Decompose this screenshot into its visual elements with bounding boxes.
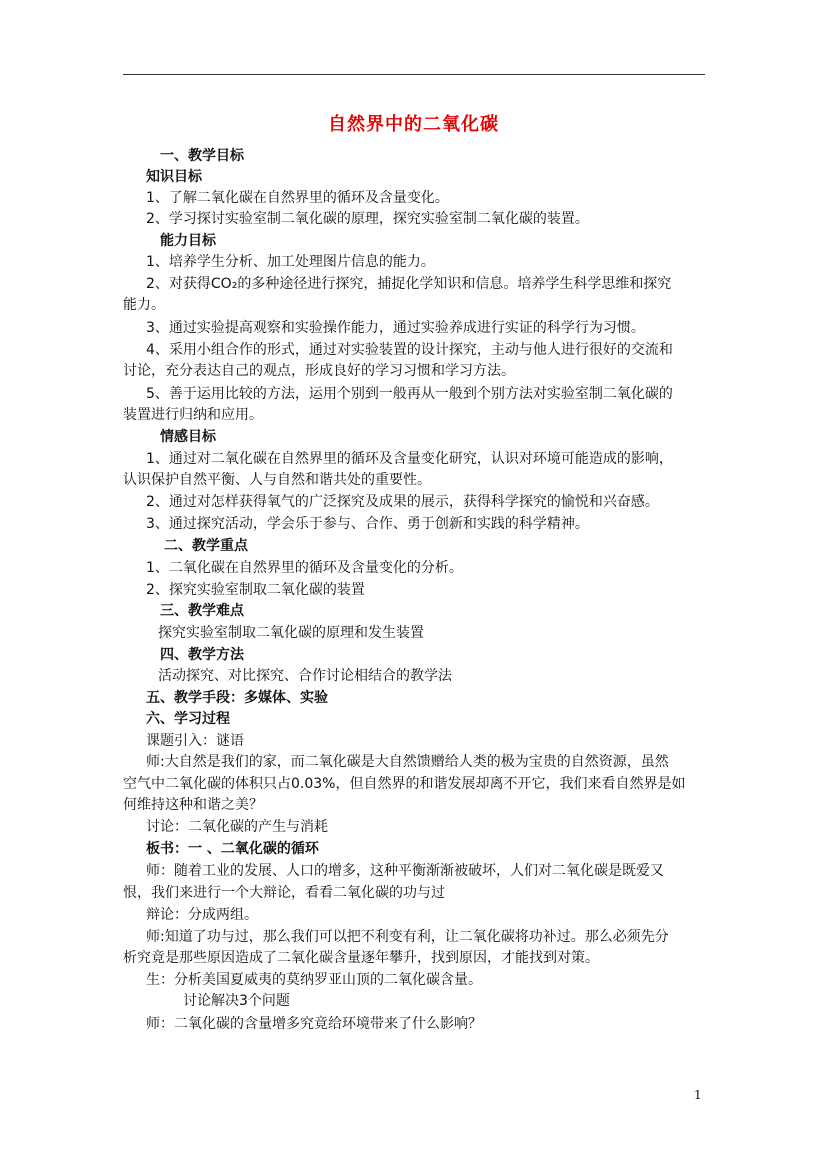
text-line: 3、通过探究活动，学会乐于参与、合作、勇于创新和实践的科学精神。	[146, 516, 589, 532]
text-line: 5、善于运用比较的方法，运用个别到一般再从一般到个别方法对实验室制二氧化碳的	[146, 386, 673, 402]
text-line: 何维持这种和谐之美？	[123, 797, 263, 813]
text-line: 2、学习探讨实验室制二氧化碳的原理，探究实验室制二氧化碳的装置。	[146, 211, 589, 227]
text-line: 师：随着工业的发展、人口的增多，这种平衡渐渐被破坏，人们对二氧化碳是既爱又	[146, 863, 664, 879]
document-title: 自然界中的二氧化碳	[328, 114, 499, 135]
text-line: 认识保护自然平衡、人与自然和谐共处的重要性。	[123, 472, 431, 488]
section-heading: 六、学习过程	[146, 711, 230, 727]
text-line: 课题引入：谜语	[146, 733, 244, 749]
text-line: 装置进行归纳和应用。	[123, 407, 263, 423]
text-line: 2、对获得CO₂的多种途径进行探究，捕捉化学知识和信息。培养学生科学思维和探究	[146, 276, 672, 292]
text-line: 师:大自然是我们的家，而二氧化碳是大自然馈赠给人类的极为宝贵的自然资源，虽然	[146, 754, 669, 770]
text-line: 探究实验室制取二氧化碳的原理和发生装置	[158, 625, 424, 641]
text-line: 1、二氧化碳在自然界里的循环及含量变化的分析。	[146, 560, 463, 576]
text-line: 4、采用小组合作的形式，通过对实验装置的设计探究，主动与他人进行很好的交流和	[146, 342, 673, 358]
text-line: 讨论，充分表达自己的观点，形成良好的学习习惯和学习方法。	[123, 363, 515, 379]
text-line: 恨，我们来进行一个大辩论，看看二氧化碳的功与过	[123, 885, 445, 901]
text-line: 辩论：分成两组。	[146, 907, 258, 923]
text-line: 2、通过对怎样获得氧气的广泛探究及成果的展示，获得科学探究的愉悦和兴奋感。	[146, 494, 659, 510]
section-heading: 二、教学重点	[164, 538, 248, 554]
text-line: 空气中二氧化碳的体积只占0.03%，但自然界的和谐发展却离不开它，我们来看自然界是如	[123, 776, 686, 792]
header-rule	[123, 74, 705, 75]
text-line: 生：分析美国夏威夷的莫纳罗亚山顶的二氧化碳含量。	[146, 972, 482, 988]
text-line: 2、探究实验室制取二氧化碳的装置	[146, 582, 365, 598]
text-line: 析究竟是那些原因造成了二氧化碳含量逐年攀升，找到原因，才能找到对策。	[123, 950, 599, 966]
section-heading: 三、教学难点	[160, 603, 244, 619]
text-line: 1、了解二氧化碳在自然界里的循环及含量变化。	[146, 190, 449, 206]
text-line: 讨论解决3个问题	[183, 993, 290, 1009]
section-heading: 情感目标	[160, 429, 216, 445]
text-line: 1、培养学生分析、加工处理图片信息的能力。	[146, 254, 435, 270]
text-line: 活动探究、对比探究、合作讨论相结合的教学法	[158, 668, 452, 684]
page-number: 1	[694, 1088, 702, 1102]
section-heading: 四、教学方法	[160, 647, 244, 663]
section-heading: 知识目标	[146, 169, 202, 185]
text-line: 讨论：二氧化碳的产生与消耗	[146, 819, 328, 835]
text-line: 师:知道了功与过，那么我们可以把不利变有利，让二氧化碳将功补过。那么必须先分	[146, 929, 669, 945]
section-heading: 一、教学目标	[160, 148, 244, 164]
text-line: 师：二氧化碳的含量增多究竟给环境带来了什么影响？	[146, 1016, 482, 1032]
section-heading: 五、教学手段：多媒体、实验	[146, 690, 328, 706]
section-heading: 能力目标	[160, 233, 216, 249]
section-heading: 板书：一 、二氧化碳的循环	[146, 841, 319, 857]
text-line: 3、通过实验提高观察和实验操作能力，通过实验养成进行实证的科学行为习惯。	[146, 320, 645, 336]
text-line: 1、通过对二氧化碳在自然界里的循环及含量变化研究，认识对环境可能造成的影响，	[146, 451, 673, 467]
text-line: 能力。	[123, 297, 165, 313]
